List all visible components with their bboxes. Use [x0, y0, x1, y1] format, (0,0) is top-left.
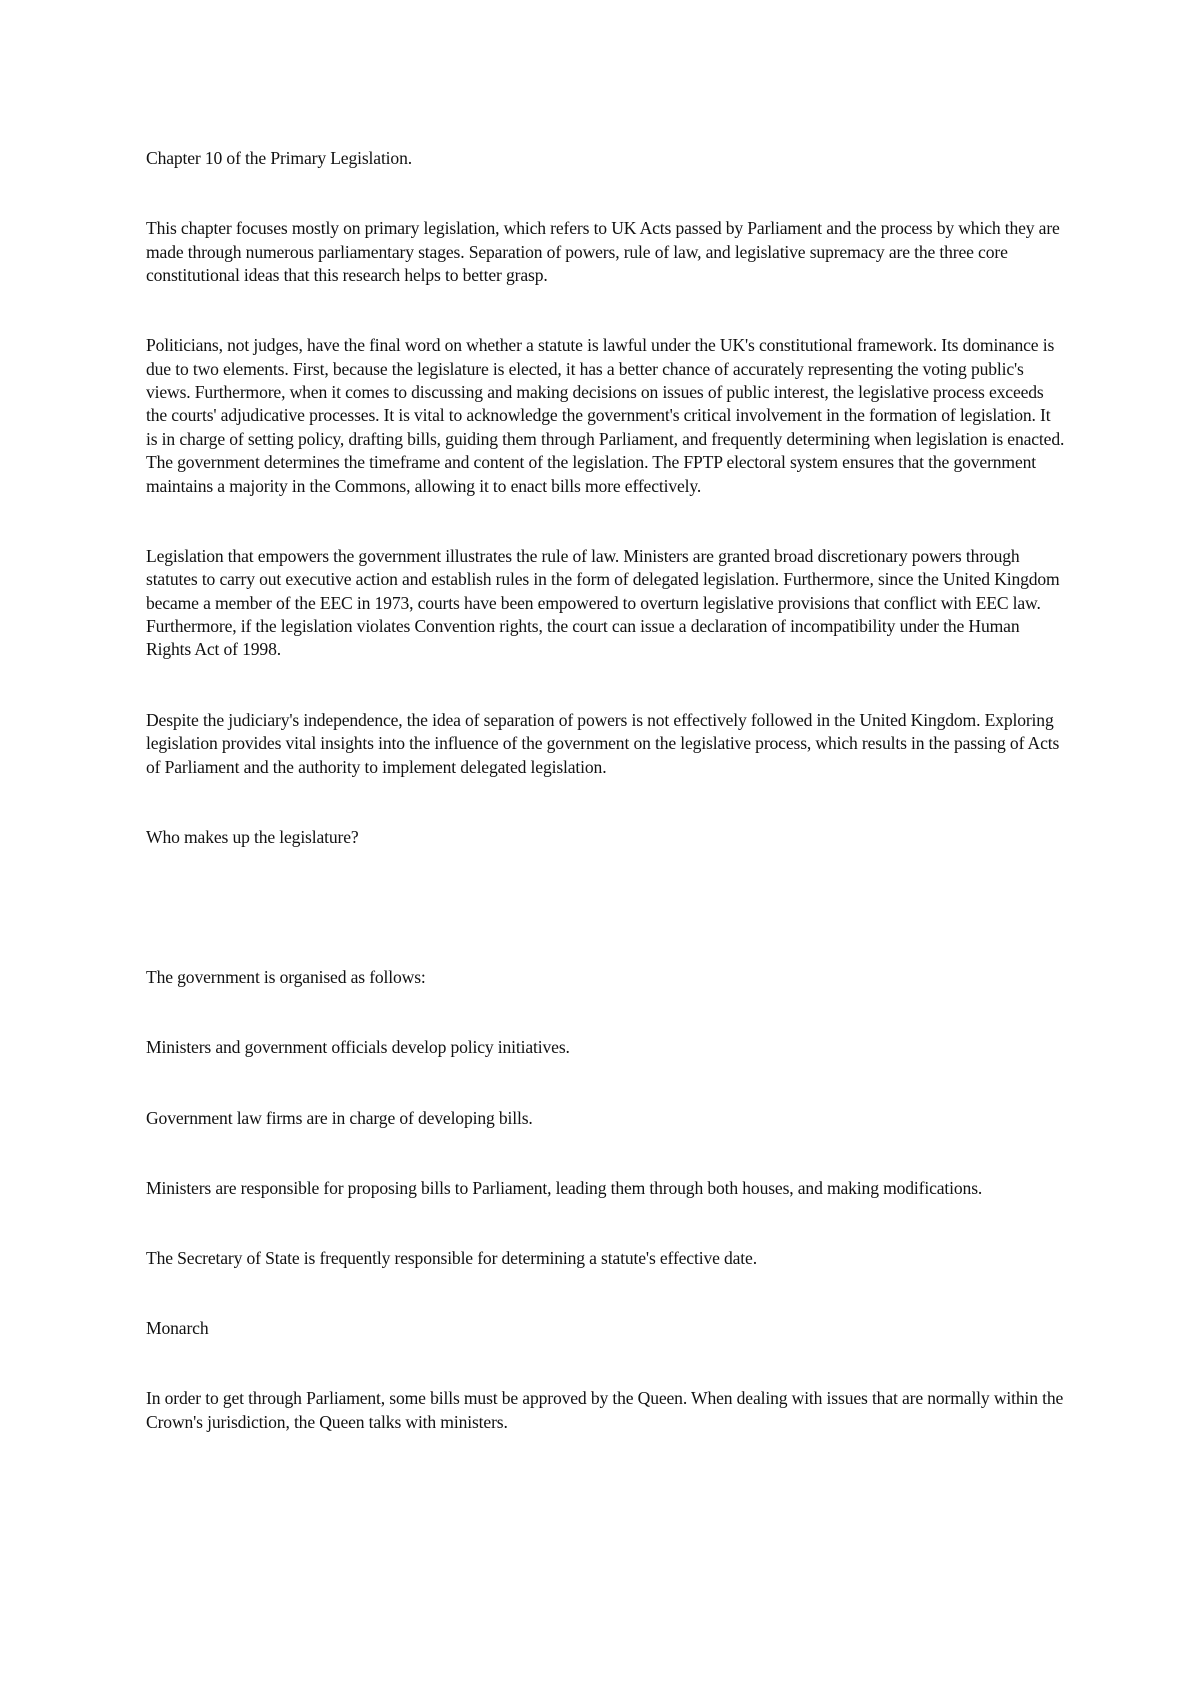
paragraph-politicians: Politicians, not judges, have the final word on whether a statute is lawful under the UK's constitutional framework. Its dominance is due to two elements. First, because the legislature is elected, it has a better chance of accurately representing the voting public's views. Furthermore, when it comes to discussing and making decisions on issues of public interest, the legislative process exceeds the courts' adjudicative processes. It is vital to acknowledge the government's critical involvement in the formation of legislation. It is in charge of setting policy, drafting bills, guiding them through Parliament, and frequently determining when legislation is enacted. The government determines the timeframe and content of the legislation. The FPTP electoral system ensures that the government maintains a majority in the Commons, allowing it to enact bills more effectively. — [146, 335, 1065, 496]
paragraph-ministers-policy: Ministers and government officials develop policy initiatives. — [146, 1037, 570, 1058]
paragraph-queen: In order to get through Parliament, some bills must be approved by the Queen. When dealing with issues that are normally within the Crown's jurisdiction, the Queen talks with ministers. — [146, 1388, 1064, 1432]
paragraph-rule-of-law: Legislation that empowers the government illustrates the rule of law. Ministers are granted broad discretionary powers through statutes to carry out executive action and establish rules in the form of delegated legislation. Furthermore, since the United Kingdom became a member of the EEC in 1973, courts have been empowered to overturn legislative provisions that conflict with EEC law. Furthermore, if the legislation violates Convention rights, the court can issue a declaration of incompatibility under the Human Rights Act of 1998. — [146, 545, 1060, 660]
paragraph-secretary-of-state: The Secretary of State is frequently responsible for determining a statute's effective date. — [146, 1247, 757, 1268]
paragraph-ministers-bills: Ministers are responsible for proposing bills to Parliament, leading them through both houses, and making modifications. — [146, 1177, 983, 1198]
paragraph-government-organised: The government is organised as follows: — [146, 967, 426, 988]
heading-legislature: Who makes up the legislature? — [146, 826, 359, 847]
document-title: Chapter 10 of the Primary Legislation. — [146, 148, 412, 168]
paragraph-law-firms: Government law firms are in charge of developing bills. — [146, 1107, 533, 1128]
paragraph-separation-of-powers: Despite the judiciary's independence, the idea of separation of powers is not effectively followed in the United Kingdom. Exploring legislation provides vital insights into the influence of the government on the legislative process, which results in the passing of Acts of Parliament and the authority to implement delegated legislation. — [146, 709, 1060, 777]
heading-monarch: Monarch — [146, 1318, 209, 1339]
paragraph-intro: This chapter focuses mostly on primary legislation, which refers to UK Acts passed by Parliament and the process by which they are made through numerous parliamentary stages. Separation of powers, rule of law, and legislative supremacy are the three core constitutional ideas that this research helps to better grasp. — [146, 218, 1060, 286]
document-body — [146, 147, 1066, 1481]
